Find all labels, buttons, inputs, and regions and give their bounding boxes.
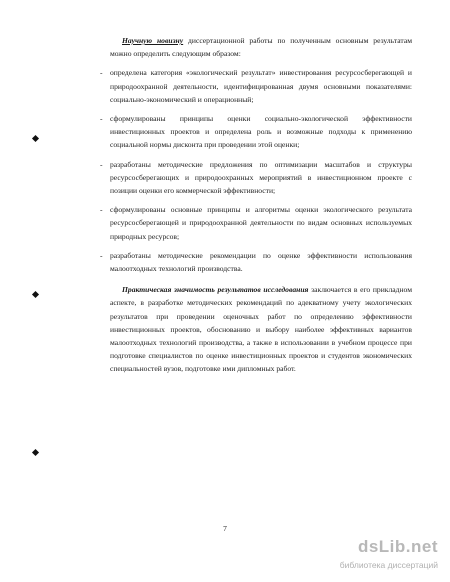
practical-significance-text: заключается в его прикладном аспекте, в разработке методических рекомендаций по адекватному учету экологических результатов при проведении оценочных работ по определению эффективности инвестиционных проектов, обоснованию и выбору наиболее эффективных вариантов малоотходных технологий производства, а также в использовании в учебном процессе при подготовке специалистов по оценке инвестиционных проектов и студентов экономических специальностей вузов, подготовке ими дипломных работ. — [110, 285, 413, 374]
watermark-logo: dsLib.net — [357, 537, 438, 556]
watermark-subtitle: библиотека диссертаций — [339, 560, 438, 570]
page-number: 7 — [223, 524, 227, 533]
list-item-text: сформулированы принципы оценки социально-экологической эффективности инвестиционных проектов и определена роль и возможные подходы к применению социальной нормы дисконта при проведении этой оценки; — [110, 114, 412, 150]
practical-significance-lead: Практическая значимость результатов исследования — [122, 285, 309, 295]
practical-significance-paragraph — [110, 283, 412, 375]
list-item — [100, 66, 412, 106]
list-dash: - — [100, 205, 103, 215]
scientific-novelty-text: диссертационной работы по полученным основным результатам можно определить следующим образом: — [110, 36, 413, 59]
margin-mark-3 — [32, 449, 39, 456]
scientific-novelty-lead: Научную новизну — [122, 36, 184, 45]
scientific-novelty-paragraph — [110, 34, 412, 60]
margin-mark-2 — [32, 291, 39, 298]
list-item-text: определена категория «экологический результат» инвестирования ресурсосберегающей и природоохранной деятельности, идентифицированная двумя основными показателями: социально-экономический и операционный; — [110, 68, 412, 104]
body-text — [100, 34, 413, 376]
list-item — [100, 249, 412, 275]
watermark — [298, 537, 438, 575]
list-item-text: сформулированы основные принципы и алгоритмы оценки экологического результата ресурсосберегающей и природоохранной деятельности по видам основных используемых природных ресурсов; — [110, 205, 412, 241]
list-item — [100, 112, 412, 152]
list-item-text: разработаны методические рекомендации по оценке эффективности использования малоотходных технологий производства. — [110, 250, 412, 274]
list-item — [100, 203, 412, 243]
list-dash: - — [100, 250, 103, 260]
margin-mark-1 — [32, 135, 39, 142]
list-dash: - — [100, 159, 103, 169]
list-item-text: разработаны методические предложения по оптимизации масштабов и структуры ресурсосберегающих и природоохранных мероприятий в инвестиционном проекте с позиции оценки его коммерческой эффективности; — [110, 159, 412, 196]
list-item — [100, 158, 412, 198]
list-dash: - — [100, 114, 103, 124]
list-dash: - — [100, 68, 103, 78]
